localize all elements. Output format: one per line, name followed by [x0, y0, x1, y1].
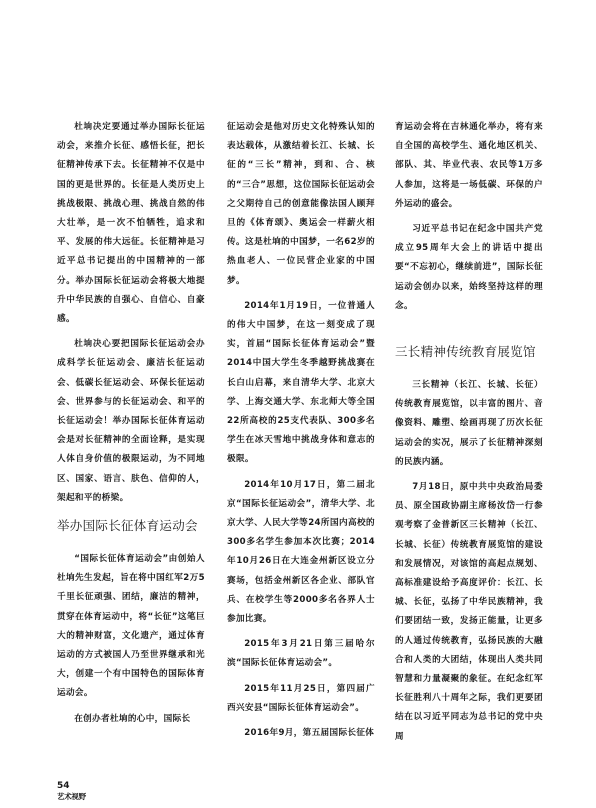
magazine-title: 艺术视野 [57, 792, 86, 801]
text-column-2 [227, 118, 375, 749]
paragraph: 习近平总书记在纪念中国共产党成立95周年大会上的讲话中提出要“不忘初心，继续前进”，国际长征运动会创办以来，始终坚持这样的理念。 [395, 224, 543, 311]
paragraph: 杜垧决定要通过举办国际长征运动会，来推介长征、感悟长征，把长征精神传承下去。长征精神不仅是中国的更是世界的。长征是人类历史上挑战极限、挑战心理、挑战自然的伟大壮举，是一次不怕牺牲，追求和平、发展的伟大远征。长征精神是习近平总书记提出的中国精神的一部分。举办国际长征运动会将极大地提升中华民族的自强心、自信心、自豪感。 [57, 122, 205, 325]
page-footer [57, 781, 86, 801]
section-heading: 三长精神传统教育展览馆 [395, 344, 536, 360]
text-column-3 [395, 118, 543, 753]
paragraph: 2015年3月21日第三届哈尔滨“国际长征体育运动会”。 [227, 639, 375, 669]
paragraph: 杜垧决心要把国际长征运动会办成科学长征运动会、廉洁长征运动会、低碳长征运动会、环保长征运动会、世界参与的长征运动会、和平的长征运动会！举办国际长征体育运动会是对长征精神的全面诠释，是实现人体自身价值的极限运动，为不同地区、国家、语言、肤色、信仰的人，架起和平的桥梁。 [57, 339, 205, 503]
paragraph: 2016年9月，第五届国际长征体 [244, 728, 375, 739]
paragraph: “国际长征体育运动会”由创始人杜垧先生发起，旨在将中国红军2万5千里长征顽强、团结，廉洁的精神，贯穿在体育运动中，将“长征”这笔巨大的精神财富，文化遗产，通过体育运动的方式被国人乃至世界继承和光大，创建一个有中国特色的国际体育运动会。 [57, 554, 205, 699]
paragraph: 三长精神（长江、长城、长征）传统教育展览馆，以丰富的图片、音像资料、雕塑、绘画再现了历次长征运动会的实况，展示了长征精神深刻的民族内涵。 [395, 380, 543, 467]
page-number: 54 [57, 781, 70, 791]
paragraph: 育运动会将在吉林通化举办，将有来自全国的高校学生、通化地区机关、部队、其、毕业代表、农民等1万多人参加，这将是一场低碳、环保的户外运动的盛会。 [395, 122, 543, 209]
paragraph: 2015年11月25日，第四届广西兴安县“国际长征体育运动会”。 [227, 683, 375, 713]
text-column-1 [57, 118, 205, 735]
paragraph: 2014年10月17日，第二届北京“国际长征运动会”，清华大学、北京大学、人民大学等24所国内高校的300多名学生参加本次比赛；2014年10月26日在大连金州新区设立分赛场，包括金州新区各企业、部队官兵、在校学生等2000多名各界人士参加比赛。 [227, 479, 375, 625]
paragraph: 2014年1月19日，一位普通人的伟大中国梦，在这一刻变成了现实，首届“国际长征体育运动会”暨2014中国大学生冬季越野挑战赛在长白山启幕，来自清华大学、北京大学、上海交通大学、东北师大等全国22所高校的25支代表队、300多名学生在冰天雪地中挑战身体和意志的极限。 [227, 300, 375, 465]
paragraph: 7月18日，原中共中央政治局委员、原全国政协副主席杨汝岱一行参观考察了金普新区三长精神（长江、长城、长征）传统教育展览馆的建设和发展情况，对该馆的高起点规划、高标准建设给予高度评价：长江、长城、长征，弘扬了中华民族精神，我们要团结一致，发扬正能量，让更多的人通过传统教育，弘扬民族的大融合和人类的大团结，体现出人类共同智慧和力量凝聚的象征。在纪念红军长征胜利八十周年之际，我们更要团结在以习近平同志为总书记的党中央周 [395, 482, 543, 742]
paragraph: 征运动会是他对历史文化特殊认知的表达载体，从激结着长江、长城、长征的“三长”精神，到和、合、核的“三合”思想，这位国际长征运动会之父期待自己的创意能像法国人顾拜旦的《体育颂》、奥运会一样薪火相传。这是杜垧的中国梦，一名62岁的热血老人、一位民营企业家的中国梦。 [227, 122, 375, 286]
section-heading: 举办国际长征体育运动会 [57, 518, 198, 534]
paragraph: 在创办者杜垧的心中，国际长 [74, 713, 191, 724]
